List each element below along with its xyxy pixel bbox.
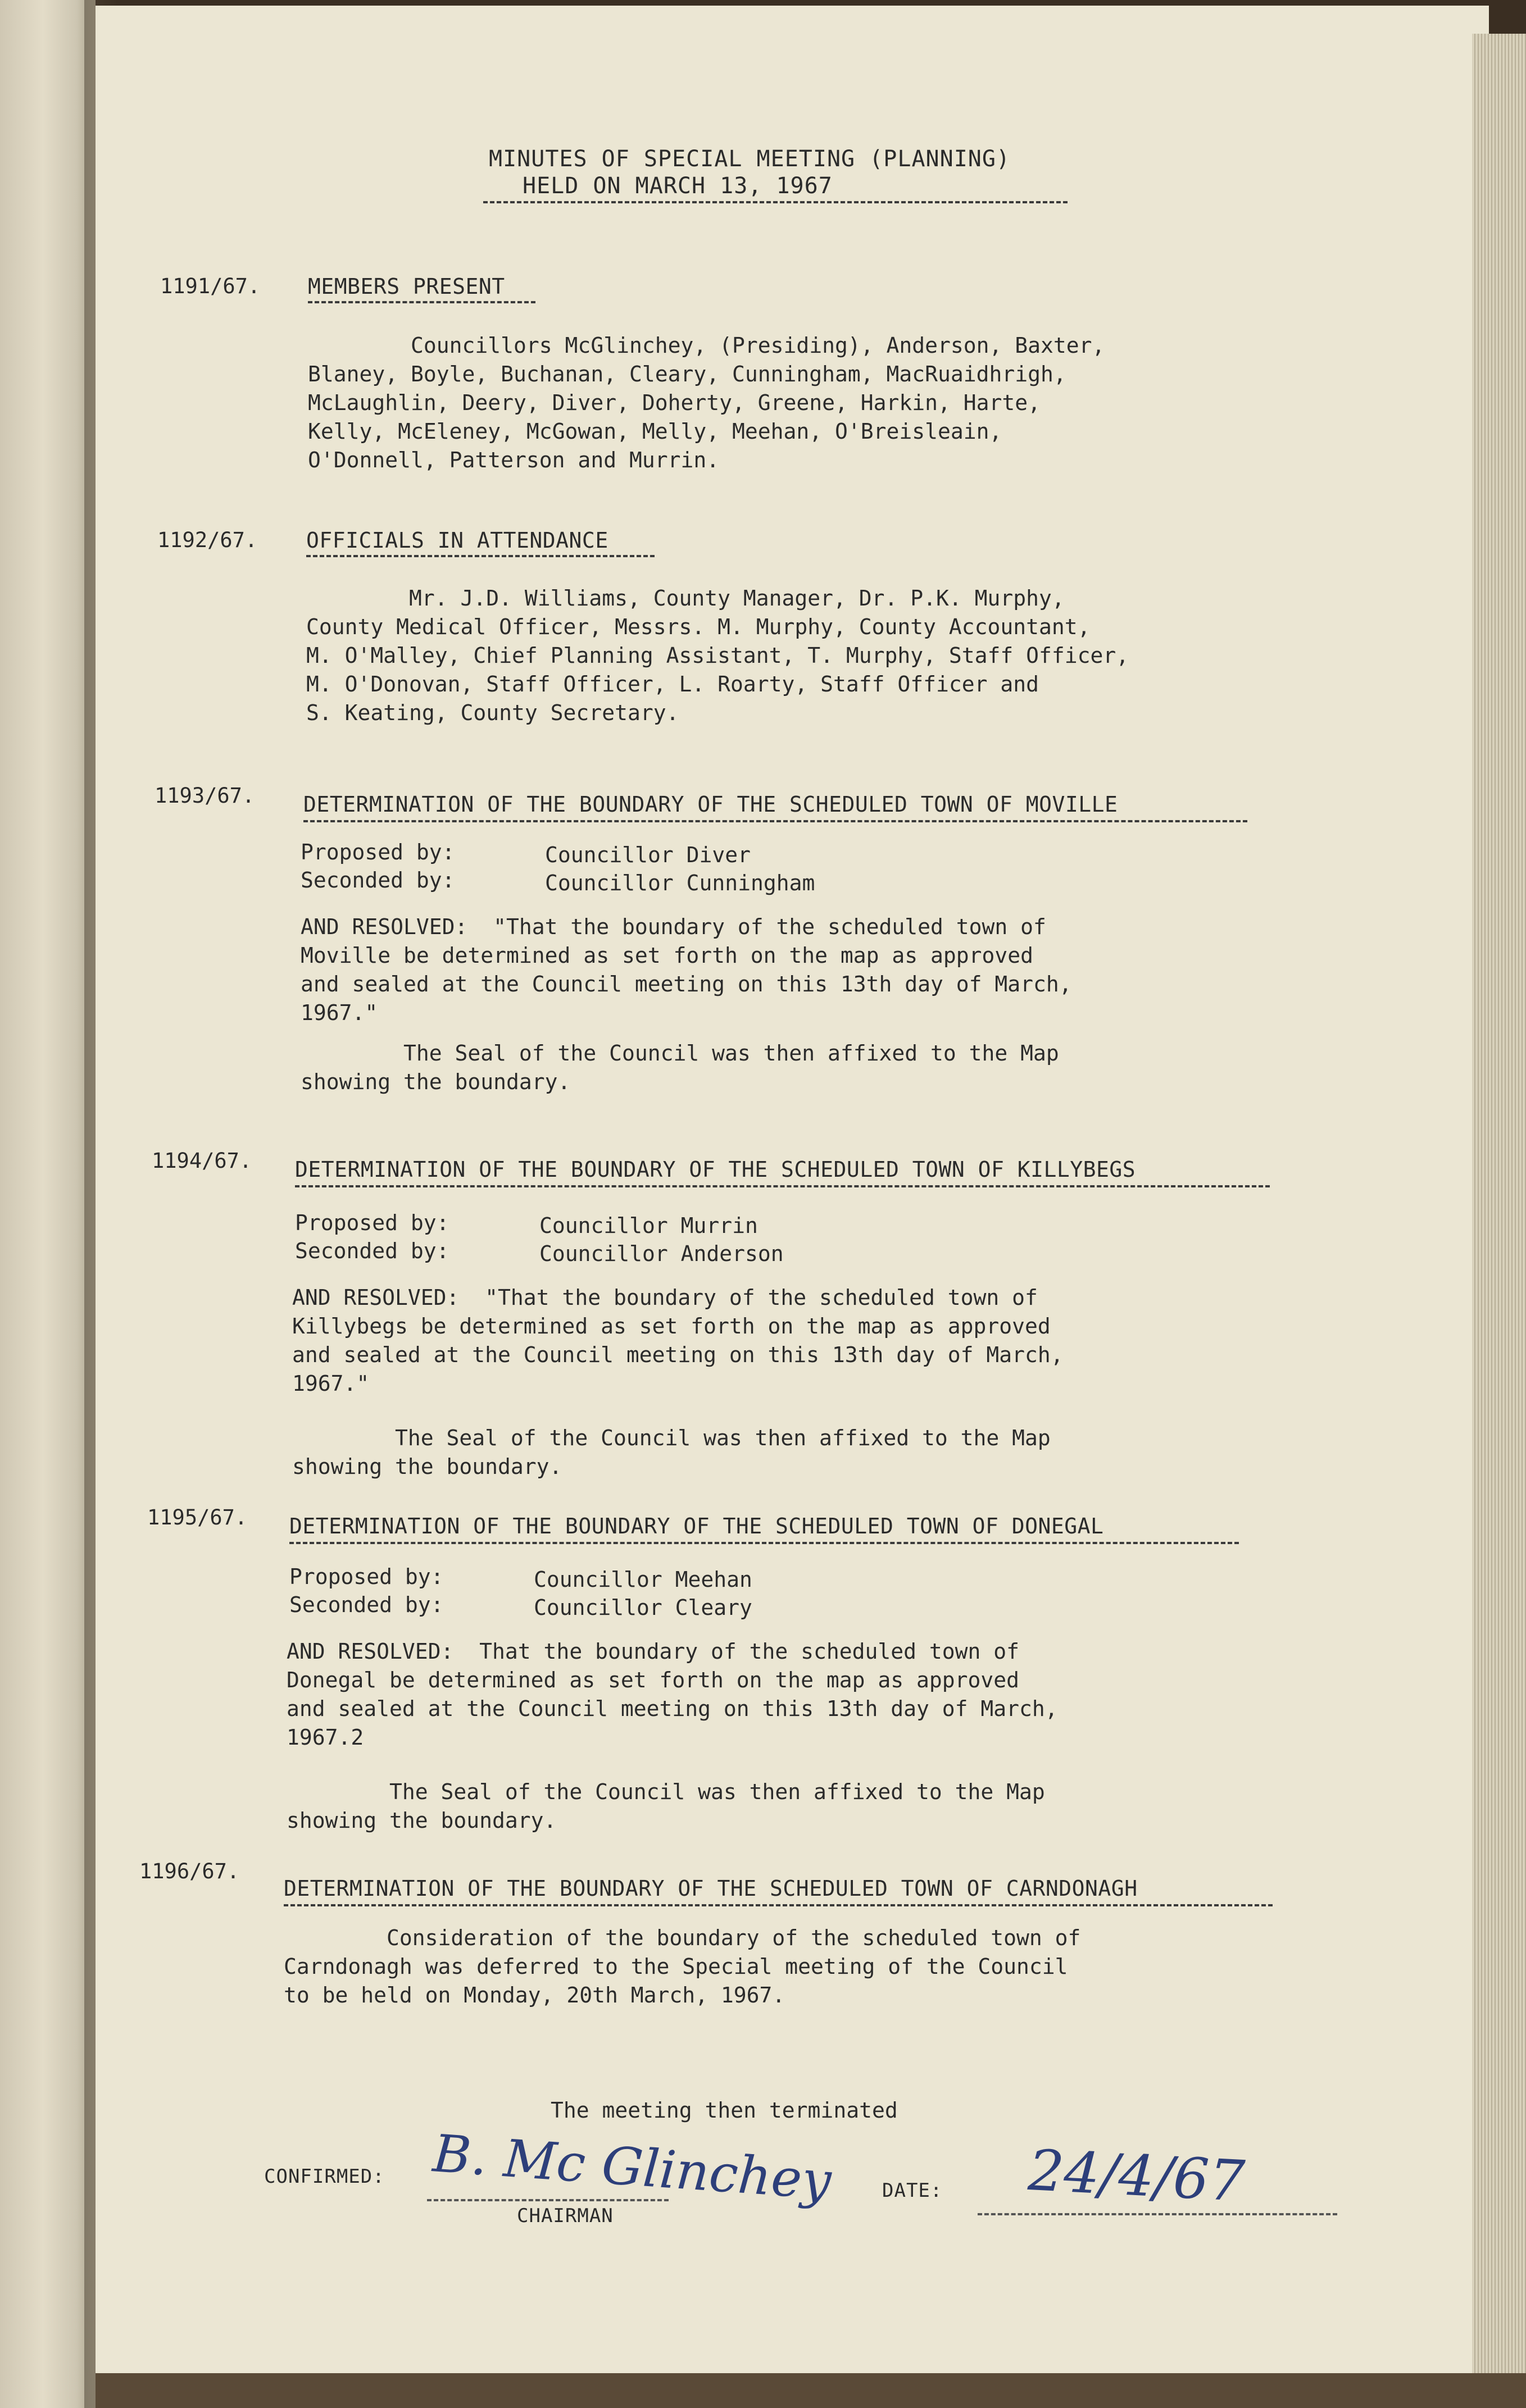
signature-line (427, 2199, 669, 2201)
resolution-text: AND RESOLVED: "That the boundary of the scheduled town of Killybegs be determined as set forth on the map as approved and sealed at the Council meeting on this 13th day of March, 1967." (292, 1285, 1064, 1396)
item-heading: MEMBERS PRESENT (308, 274, 505, 299)
document-subtitle: HELD ON MARCH 13, 1967 (523, 173, 833, 199)
item-heading: DETERMINATION OF THE BOUNDARY OF THE SCHEDULED TOWN OF CARNDONAGH (284, 1876, 1138, 1901)
title-underline (483, 201, 1068, 203)
handwritten-date: 24/4/67 (1027, 2137, 1247, 2215)
seconded-value: Councillor Anderson (539, 1241, 784, 1266)
seal-note: The Seal of the Council was then affixed to the Map showing the boundary. (301, 1041, 1059, 1094)
seconded-value: Councillor Cleary (534, 1595, 752, 1620)
closing-statement: The meeting then terminated (551, 2098, 898, 2123)
date-label: DATE: (882, 2179, 943, 2202)
proposed-label: Proposed by: (295, 1210, 449, 1235)
seconded-label: Seconded by: (295, 1239, 449, 1263)
proposed-value: Councillor Diver (545, 843, 751, 867)
proposed-label: Proposed by: (301, 840, 455, 864)
heading-underline (303, 820, 1247, 822)
proposed-value: Councillor Meehan (534, 1567, 752, 1592)
item-heading: DETERMINATION OF THE BOUNDARY OF THE SCHEDULED TOWN OF DONEGAL (289, 1514, 1104, 1538)
confirmed-label: CONFIRMED: (264, 2165, 385, 2188)
chairman-signature: B. Mc Glinchey (431, 2123, 833, 2211)
seal-note: The Seal of the Council was then affixed to the Map showing the boundary. (292, 1426, 1051, 1479)
seal-note: The Seal of the Council was then affixed to the Map showing the boundary. (287, 1779, 1045, 1833)
heading-underline (295, 1185, 1270, 1187)
heading-underline (308, 301, 535, 303)
seconded-label: Seconded by: (289, 1592, 444, 1617)
item-number: 1194/67. (152, 1149, 252, 1173)
resolution-text: AND RESOLVED: That the boundary of the scheduled town of Donegal be determined as set forth on the map as approved and sealed at the Council meeting on this 13th day of March, 1967.2 (287, 1639, 1058, 1750)
document-title: MINUTES OF SPECIAL MEETING (PLANNING) (489, 146, 1011, 172)
deferral-text: Consideration of the boundary of the scheduled town of Carndonagh was deferred to the Special meeting of the Council to be held on Monday, 20th March, 1967. (284, 1926, 1081, 2008)
item-heading: OFFICIALS IN ATTENDANCE (306, 528, 608, 553)
proposed-label: Proposed by: (289, 1564, 444, 1589)
members-list: Councillors McGlinchey, (Presiding), Anderson, Baxter, Blaney, Boyle, Buchanan, Cleary, Cunningham, MacRuaidhrigh, McLaughlin, Deery, Diver, Doherty, Greene, Harkin, Harte, Kelly, McEleney, McGowan, Melly, Meehan, O'Breisleain, O'Donnell, Patterson and Murrin. (308, 333, 1105, 472)
chairman-label: CHAIRMAN (517, 2205, 614, 2227)
item-number: 1193/67. (155, 784, 255, 808)
heading-underline (284, 1904, 1273, 1906)
item-number: 1195/67. (147, 1505, 248, 1530)
heading-underline (306, 555, 655, 557)
item-number: 1192/67. (157, 528, 258, 552)
seconded-label: Seconded by: (301, 868, 455, 893)
proposed-value: Councillor Murrin (539, 1213, 758, 1238)
heading-underline (289, 1542, 1239, 1544)
item-number: 1191/67. (160, 274, 261, 298)
item-heading: DETERMINATION OF THE BOUNDARY OF THE SCHEDULED TOWN OF KILLYBEGS (295, 1157, 1136, 1182)
date-line (978, 2213, 1337, 2215)
resolution-text: AND RESOLVED: "That the boundary of the scheduled town of Moville be determined as set forth on the map as approved and sealed at the Council meeting on this 13th day of March, 1967." (301, 914, 1072, 1025)
seconded-value: Councillor Cunningham (545, 871, 815, 895)
item-heading: DETERMINATION OF THE BOUNDARY OF THE SCHEDULED TOWN OF MOVILLE (303, 792, 1118, 817)
item-number: 1196/67. (139, 1859, 240, 1883)
officials-list: Mr. J.D. Williams, County Manager, Dr. P.K. Murphy, County Medical Officer, Messrs. M. Murphy, County Accountant, M. O'Malley, Chief Planning Assistant, T. Murphy, Staff Officer, M. O'Donovan, Staff Officer, L. Roarty, Staff Officer and S. Keating, County Secretary. (306, 586, 1129, 725)
